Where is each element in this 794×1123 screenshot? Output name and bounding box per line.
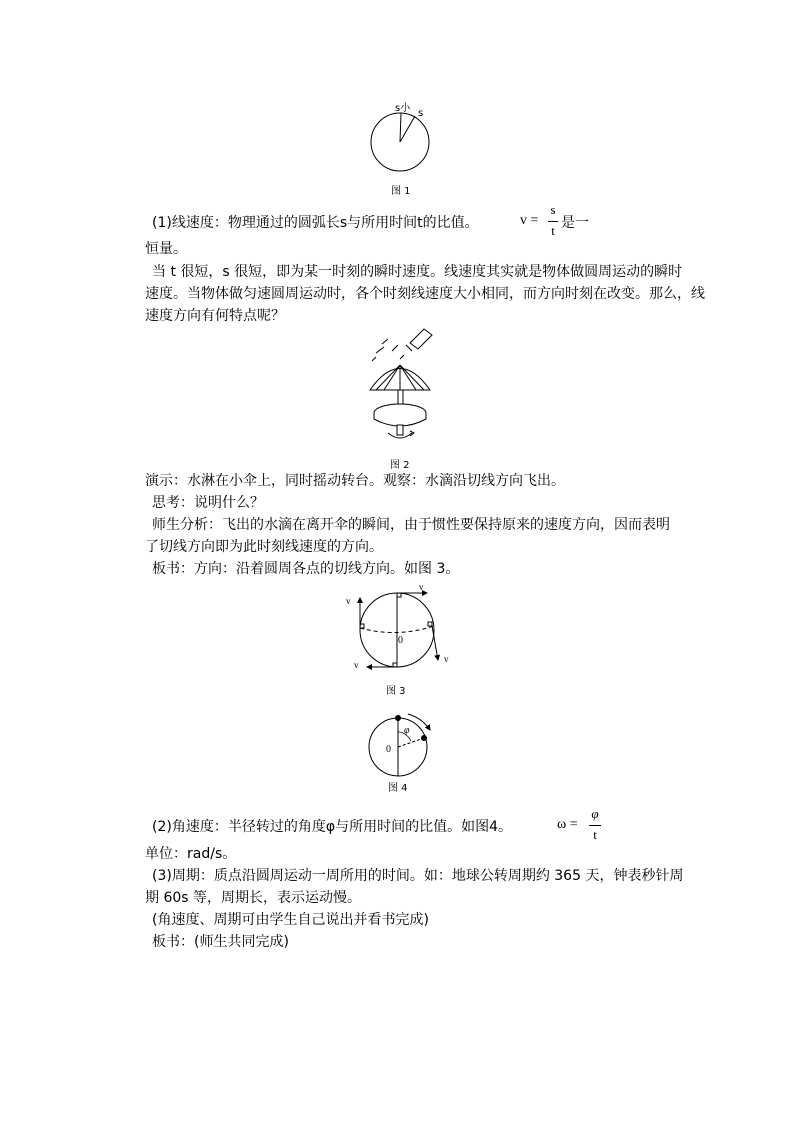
fig3-v-left: v — [346, 596, 351, 606]
figure-3-tangent-velocities — [340, 580, 460, 680]
analysis-line1: 师生分析：飞出的水滴在离开伞的瞬间，由于惯性要保持原来的速度方向，因而表明 — [152, 517, 670, 533]
fig1-caption: 图 1 — [391, 186, 411, 197]
fig4-phi: φ — [404, 725, 410, 736]
linear-velocity-cont: 恒量。 — [145, 241, 187, 257]
period-line2: 期 60s 等，周期长，表示运动慢。 — [145, 890, 362, 906]
fig1-label-s: s — [418, 108, 424, 119]
para2-line3: 速度方向有何特点呢？ — [145, 308, 285, 324]
fig3-v-top: v — [419, 582, 424, 592]
analysis-line2: 了切线方向即为此时刻线速度的方向。 — [145, 539, 383, 555]
formula-v-denominator: t — [551, 223, 555, 238]
linear-velocity-definition: (1)线速度：物理通过的圆弧长s与所用时间t的比值。 — [152, 215, 479, 231]
formula-omega-lhs: ω = — [557, 817, 578, 832]
fig3-v-bottom: v — [354, 660, 359, 670]
figure-2-umbrella-turntable — [362, 325, 442, 445]
think-text: 思考：说明什么？ — [152, 495, 264, 511]
figure-4-angle-phi — [362, 708, 442, 783]
board-cooperative: 板书：(师生共同完成) — [152, 934, 289, 950]
para2-line2: 速度。当物体做匀速圆周运动时，各个时刻线速度大小相同，而方向时刻在改变。那么，线 — [145, 286, 705, 302]
fig4-caption: 图 4 — [388, 783, 408, 794]
fig4-origin: 0 — [386, 744, 391, 755]
fig3-v-right: v — [444, 654, 449, 664]
formula-omega-numerator: φ — [591, 806, 599, 821]
formula-v-fraction-bar — [548, 221, 558, 222]
board-direction: 板书：方向：沿着圆周各点的切线方向。如图 3。 — [152, 561, 460, 577]
formula-omega-denominator: t — [593, 827, 597, 842]
formula-v-after: 是一 — [561, 215, 589, 231]
angular-velocity-definition: (2)角速度：半径转过的角度φ与所用时间的比值。如图4。 — [152, 819, 512, 835]
formula-v-numerator: s — [550, 202, 556, 217]
note-text: (角速度、周期可由学生自己说出并看书完成) — [152, 912, 429, 928]
fig3-caption: 图 3 — [386, 686, 406, 697]
period-line1: (3)周期：质点沿圆周运动一周所用的时间。如：地球公转周期约 365 天，钟表秒针周 — [152, 868, 684, 884]
para2-line1: 当 t 很短，s 很短，即为某一时刻的瞬时速度。线速度其实就是物体做圆周运动的瞬时 — [152, 264, 683, 280]
formula-v-lhs: v = — [520, 213, 539, 228]
fig1-label-s-small: s小 — [395, 103, 411, 114]
unit-text: 单位：rad/s。 — [145, 846, 237, 862]
fig2-caption: 图 2 — [390, 460, 410, 471]
demo-text: 演示：水淋在小伞上，同时摇动转台。观察：水滴沿切线方向飞出。 — [145, 473, 565, 489]
fig3-origin: 0 — [398, 635, 403, 646]
formula-omega-fraction-bar — [589, 825, 601, 826]
